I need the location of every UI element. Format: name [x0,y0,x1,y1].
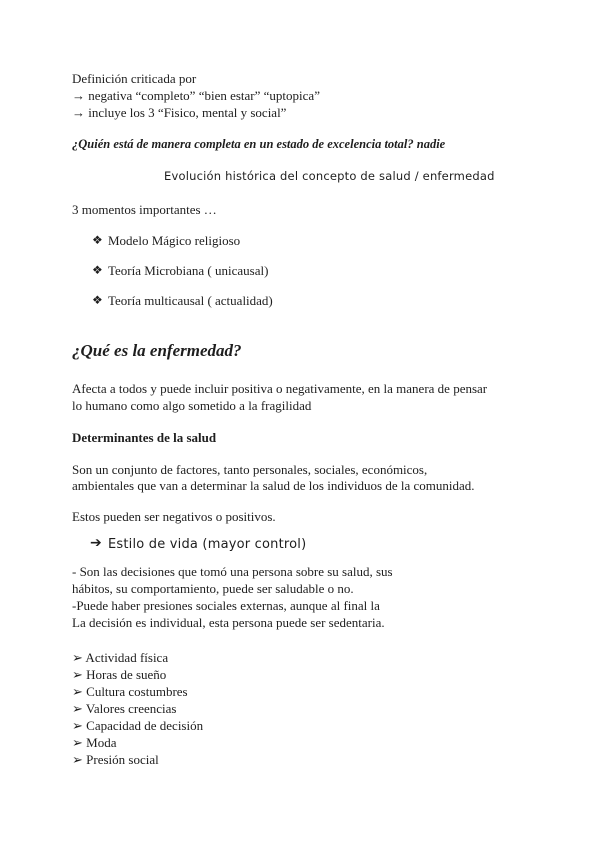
diamond-bullet-icon: ❖ [92,263,103,277]
list-item: ➢ Actividad física [72,650,169,665]
disease-paragraph-line-2: lo humano como algo sometido a la fragilidad [72,398,312,413]
list-item: Teoría multicausal ( actualidad) [108,293,273,308]
list-item: Teoría Microbiana ( unicausal) [108,263,269,278]
question-heading: ¿Quién está de manera completa en un estado de excelencia total? nadie [72,137,446,151]
section-subtitle: Evolución histórica del concepto de salud / enfermedad [164,169,495,183]
diamond-bullet-icon: ❖ [92,293,103,307]
definition-line-3: → incluye los 3 “Fisico, mental y social” [72,105,287,120]
definition-line-2: → negativa “completo” “bien estar” “uptopica” [72,88,320,103]
list-item: ➢ Horas de sueño [72,667,167,682]
lifestyle-line-2: hábitos, su comportamiento, puede ser saludable o no. [72,581,354,596]
lifestyle-heading: Estilo de vida (mayor control) [108,537,307,552]
disease-paragraph-line-1: Afecta a todos y puede incluir positiva o negativamente, en la manera de pensar [72,381,488,396]
moments-intro: 3 momentos importantes … [72,202,217,217]
lifestyle-line-4: La decisión es individual, esta persona puede ser sedentaria. [72,615,385,630]
list-item: Modelo Mágico religioso [108,233,241,248]
list-item: ➢ Presión social [72,752,159,767]
list-item: ➢ Valores creencias [72,701,177,716]
determinants-line-1: Son un conjunto de factores, tanto personales, sociales, económicos, [72,462,428,477]
lifestyle-line-1: - Son las decisiones que tomó una persona sobre su salud, sus [72,564,393,579]
list-item: ➢ Cultura costumbres [72,684,188,699]
determinants-line-3: Estos pueden ser negativos o positivos. [72,509,276,524]
arrow-icon: ➔ [90,535,102,551]
list-item: ➢ Moda [72,735,117,750]
disease-heading: ¿Qué es la enfermedad? [72,341,242,360]
diamond-bullet-icon: ❖ [92,233,103,247]
list-item: ➢ Capacidad de decisión [72,718,204,733]
definition-line-1: Definición criticada por [72,71,197,86]
determinants-heading: Determinantes de la salud [72,430,217,445]
determinants-line-2: ambientales que van a determinar la salud de los individuos de la comunidad. [72,478,475,493]
lifestyle-line-3: -Puede haber presiones sociales externas, aunque al final la [72,598,380,613]
